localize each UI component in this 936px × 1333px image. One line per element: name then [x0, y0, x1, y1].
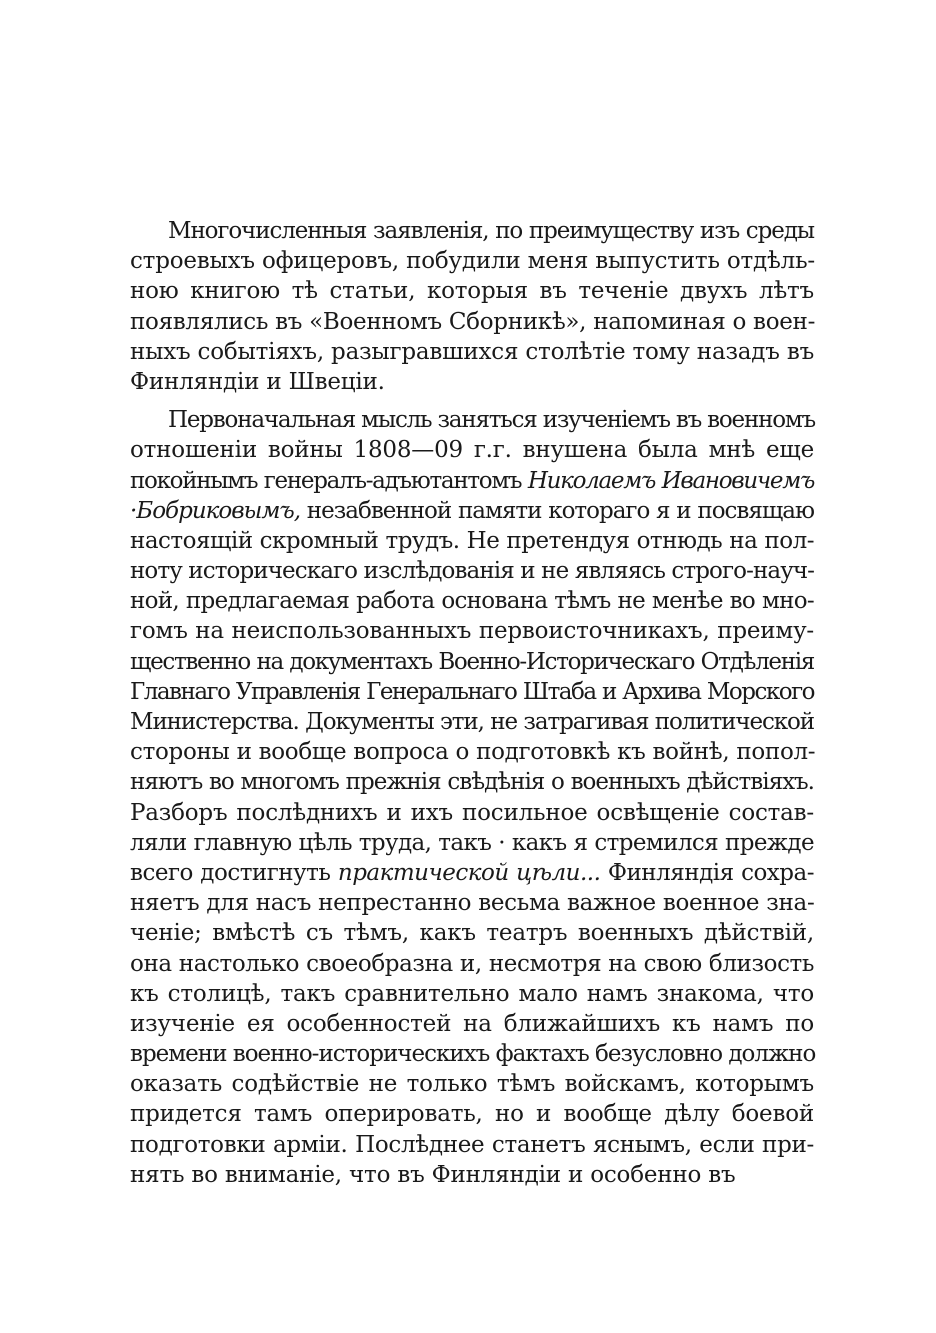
text-line: ною книгою тѣ статьи, которыя въ теченіе двухъ лѣтъ: [130, 278, 814, 305]
text-line: стороны и вообще вопроса о подготовкѣ къ войнѣ, попол-: [130, 739, 816, 766]
text-line: Первоначальная мысль заняться изученіемъ въ военномъ: [168, 407, 815, 434]
text-line: Главнаго Управленія Генеральнаго Штаба и Архива Морского: [130, 678, 814, 705]
italic-name: ·Бобриковымъ,: [130, 497, 301, 524]
text-line: нять во вниманіе, что въ Финляндіи и особенно въ: [130, 1161, 736, 1188]
paragraph: [130, 405, 814, 1190]
text-line: ной, предлагаемая работа основана тѣмъ не менѣе во мно-: [130, 588, 814, 615]
text-line: няетъ для насъ непрестанно весьма важное военное зна-: [130, 890, 815, 917]
italic-name: Николаемъ Ивановичемъ: [527, 467, 814, 494]
text-line: гомъ на неиспользованныхъ первоисточникахъ, преиму-: [130, 618, 814, 645]
text-line: Разборъ послѣднихъ и ихъ посильное освѣщеніе состав-: [130, 799, 814, 826]
text-line: щественно на документахъ Военно-Историческаго Отдѣленія: [130, 648, 814, 675]
text-line: подготовки арміи. Послѣднее станетъ яснымъ, если при-: [130, 1131, 814, 1158]
text-line: [130, 858, 814, 888]
line-text: покойнымъ генералъ-адъютантомъ: [130, 467, 528, 494]
text-line: отношеніи войны 1808—09 г.г. внушена была мнѣ еще: [130, 437, 814, 464]
paragraph-gap: [130, 397, 814, 405]
line-text: Финляндія сохра-: [600, 859, 814, 886]
text-line: [130, 496, 814, 526]
text-line: ляли главную цѣль труда, такъ · какъ я стремился прежде: [130, 829, 814, 856]
text-line: придется тамъ оперировать, но и вообще дѣлу боевой: [130, 1101, 814, 1128]
text-line: строевыхъ офицеровъ, побудили меня выпустить отдѣль-: [130, 248, 815, 275]
text-line: ноту историческаго изслѣдованія и не являясь строго-науч-: [130, 558, 814, 585]
text-line: [130, 466, 814, 496]
text-line: изученіе ея особенностей на ближайшихъ къ намъ по: [130, 1010, 814, 1037]
text-line: она настолько своеобразна и, несмотря на свою близость: [130, 950, 814, 977]
text-line: времени военно-историческихъ фактахъ безусловно должно: [130, 1041, 816, 1068]
text-line: Министерства. Документы эти, не затрагивая политической: [130, 709, 814, 735]
text-line: няютъ во многомъ прежнія свѣдѣнія о военныхъ дѣйствіяхъ.: [130, 769, 814, 796]
text-line: Многочисленныя заявленія, по преимуществу изъ среды: [168, 218, 814, 244]
text-line: Финляндіи и Швеціи.: [130, 368, 385, 395]
text-line: къ столицѣ, такъ сравнительно мало намъ знакома, что: [130, 980, 814, 1007]
text-line: ныхъ событіяхъ, разыгравшихся столѣтіе тому назадъ въ: [130, 338, 814, 365]
text-line: настоящій скромный трудъ. Не претендуя отнюдь на пол-: [130, 527, 814, 554]
line-text: незабвенной памяти котораго я и посвящаю: [300, 497, 814, 524]
text-line: ченіе; вмѣстѣ съ тѣмъ, какъ театръ военныхъ дѣйствій,: [130, 920, 814, 947]
text-line: появлялись въ «Военномъ Сборникѣ», напоминая о воен-: [130, 308, 816, 335]
body-text: [130, 216, 814, 1190]
paragraph: [130, 216, 814, 397]
text-line: оказать содѣйствіе не только тѣмъ войскамъ, которымъ: [130, 1071, 814, 1098]
line-text: всего достигнуть: [130, 859, 338, 886]
italic-name: практической цѣли...: [337, 859, 601, 886]
